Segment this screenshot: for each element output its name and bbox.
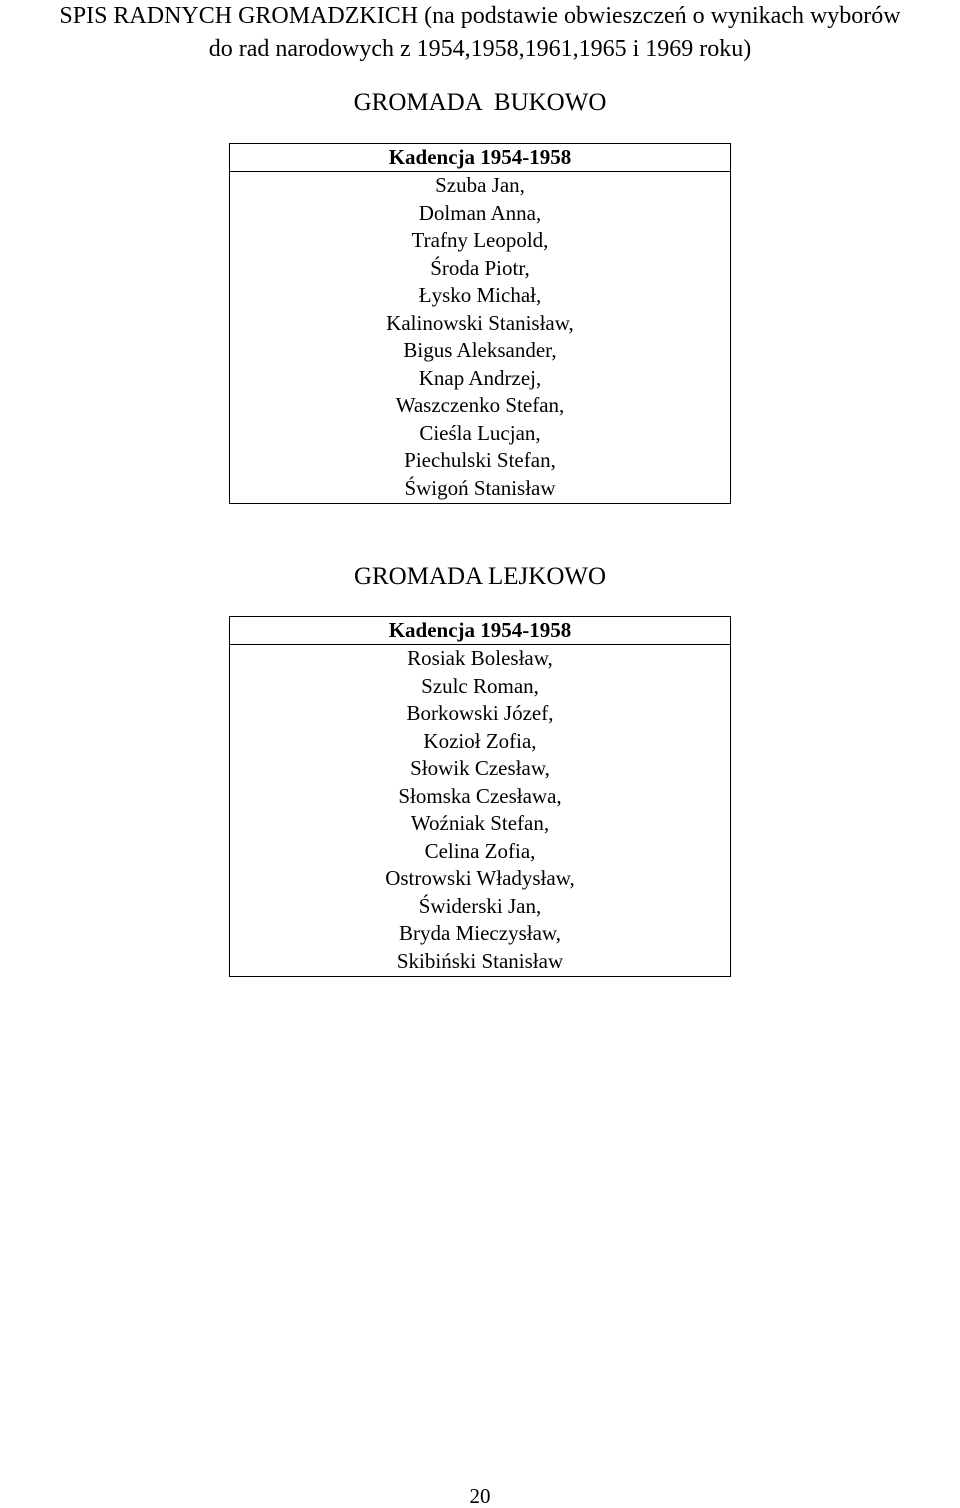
list-item: Bigus Aleksander, xyxy=(403,338,557,362)
list-item: Trafny Leopold, xyxy=(411,228,549,252)
kadencja-header-row xyxy=(230,617,731,645)
kadencja-header: Kadencja 1954-1958 xyxy=(230,144,731,172)
list-item: Świderski Jan, xyxy=(418,893,542,918)
list-item: Słowik Czesław, xyxy=(410,756,550,780)
list-item: Woźniak Stefan, xyxy=(410,811,550,835)
list-item: Świgoń Stanisław xyxy=(404,475,556,500)
list-item: Rosiak Bolesław, xyxy=(407,646,553,670)
names-cell xyxy=(230,645,731,977)
list-item: Ostrowski Władysław, xyxy=(385,866,575,890)
list-item: Skibiński Stanisław xyxy=(396,948,564,973)
names-row xyxy=(230,645,731,977)
section-heading-lejkowo: GROMADA LEJKOWO xyxy=(353,563,607,590)
list-item: Szulc Roman, xyxy=(421,673,539,698)
list-item: Knap Andrzej, xyxy=(418,365,542,390)
list-item: Celina Zofia, xyxy=(424,838,536,863)
section-heading-bukowo: GROMADA BUKOWO xyxy=(353,89,607,116)
list-item: Słomska Czesława, xyxy=(398,783,562,808)
names-row xyxy=(230,172,731,504)
document-title xyxy=(0,0,960,66)
document-title-line-1: SPIS RADNYCH GROMADZKICH (na podstawie obwieszczeń o wynikach wyborów xyxy=(59,3,901,29)
page-number: 20 xyxy=(469,1484,491,1508)
kadencja-header: Kadencja 1954-1958 xyxy=(230,617,731,645)
kadencja-header-row xyxy=(230,144,731,172)
list-item: Bryda Mieczysław, xyxy=(399,921,561,945)
list-item: Borkowski Józef, xyxy=(406,701,554,725)
list-item: Dolman Anna, xyxy=(418,200,542,225)
kadencja-table-lejkowo xyxy=(229,616,731,977)
list-item: Szuba Jan, xyxy=(435,173,525,197)
list-item: Kozioł Zofia, xyxy=(423,728,537,753)
list-item: Waszczenko Stefan, xyxy=(395,393,565,417)
document-title-line-2: do rad narodowych z 1954,1958,1961,1965 i 1969 roku) xyxy=(208,36,752,62)
list-item: Piechulski Stefan, xyxy=(404,448,556,472)
list-item: Kalinowski Stanisław, xyxy=(386,310,574,335)
list-item: Łysko Michał, xyxy=(418,283,542,307)
list-item: Środa Piotr, xyxy=(430,255,530,280)
list-item: Cieśla Lucjan, xyxy=(419,420,541,445)
names-cell xyxy=(230,172,731,504)
kadencja-table-bukowo xyxy=(229,143,731,504)
